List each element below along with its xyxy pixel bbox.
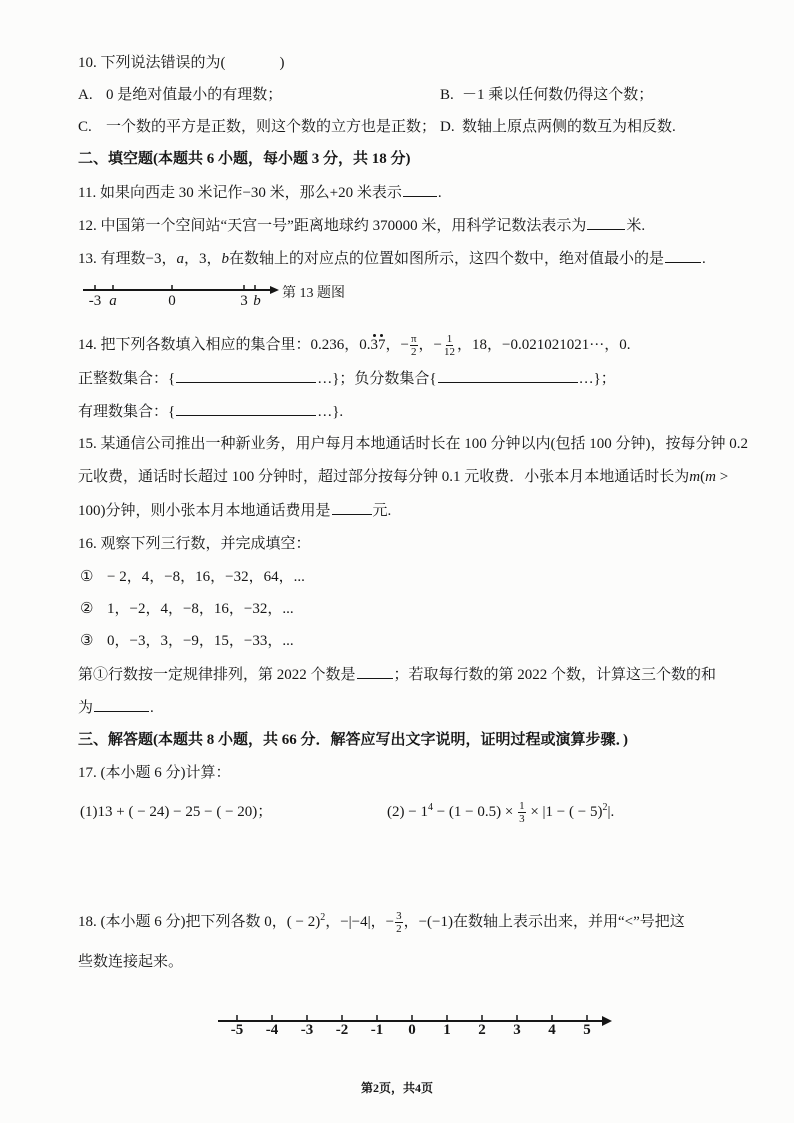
q13-text-1: 13. 有理数−3， [78,251,177,267]
row-marker: ③ [80,633,94,649]
fraction-numerator: 3 [396,910,402,922]
q14-repeating-decimal [359,337,385,353]
q13 [78,248,706,269]
set-rational-label: 有理数集合：{ [78,404,176,420]
set-positive-integer-close: …}； [317,371,355,387]
q16-prompt-end [78,697,154,718]
q12-text: 12. 中国第一个空间站“天宫一号”距离地球约 370000 米，用科学记数法表示为 [78,218,587,234]
q15-var-m: m [705,469,716,485]
q17-fraction-1-over-3 [518,800,526,825]
section-answer-heading: 三、解答题(本题共 8 小题，共 66 分．解答应写出文字说明，证明过程或演算步骤．) [78,732,628,748]
q13-var-b: b [221,251,229,267]
q16-row-2 [80,599,294,619]
q18-axis-label: -2 [335,1022,349,1038]
q13-label-three: 3 [240,293,248,309]
fraction-denominator: 12 [444,346,456,358]
q14-fraction-1-over-12 [443,333,456,358]
page-footer: 第2页，共4页 [360,1081,433,1095]
q15-line-2-text: 元收费，通话时长超过 100 分钟时，超过部分按每分钟 0.1 元收费．小张本月本地通话时长为 [78,469,690,485]
q10-option-d-text: 数轴上原点两侧的数互为相反数. [462,119,676,135]
q15-answer-blank [332,500,372,515]
q10-option-c-text: 一个数的平方是正数，则这个数的立方也是正数； [106,119,437,135]
q18-text-3: ，−(−1)在数轴上表示出来，并用“<”号把这 [403,913,685,930]
q18-axis-label: 2 [478,1022,486,1038]
q10-option-d [440,117,676,137]
q16-answer-blank-2 [94,697,149,712]
set-positive-integer-blank [176,368,316,383]
q13-figure-caption: 第 13 题图 [282,286,345,301]
q11-answer-blank [403,182,437,197]
q18-axis-label: 1 [443,1022,451,1038]
q18-line-1 [78,910,685,935]
q13-axis-arrow [270,286,279,294]
row-values: 0，−3，3，−9，15，−33，... [107,633,294,649]
q15-var-m: m [689,469,701,485]
q13-text-3: 在数轴上的对应点的位置如图所示，这四个数中，绝对值最小的是 [228,251,664,267]
q10-stem [78,53,285,73]
q14 [78,333,630,358]
q13-label-neg3: -3 [88,293,102,309]
q13-label-b: b [253,293,261,309]
q17-expr-2: − (1 − 0.5) × [432,803,518,820]
q16-prompt [78,664,716,685]
fraction-denominator: 2 [396,923,402,935]
q17-stem: 17. (本小题 6 分)计算： [78,765,231,781]
q12 [78,215,645,236]
q18-axis-label: -4 [265,1022,279,1038]
repeating-digit: 7 [378,336,386,353]
q10-option-c-label: C. [78,119,92,135]
set-negative-fraction-close: …}； [578,371,616,387]
q13-var-a: a [176,251,184,267]
row-values: 1，−2，4，−8，16，−32，... [107,601,294,617]
q14-sets-row-1 [78,368,616,389]
q18-axis-label: -5 [230,1022,244,1038]
set-positive-integer-label: 正整数集合：{ [78,371,176,387]
q18-text-2: ，−|−4|，− [325,913,395,930]
q10-option-a-label: A. [78,87,93,103]
q18-axis-label: -1 [370,1022,384,1038]
q15-gt: > [715,469,729,485]
q18-fraction-3-over-2 [395,910,403,935]
row-marker: ① [80,569,94,585]
q10-option-d-label: D. [440,119,455,135]
q13-text-2: ，3， [183,251,222,267]
q16-answer-blank-1 [357,664,393,679]
q13-answer-blank [665,248,701,263]
q13-label-a: a [109,293,117,309]
q10-option-b-text: －1 乘以任何数仍得这个数； [462,87,654,103]
q18-text-1: 18. (本小题 6 分)把下列各数 0，( − 2) [78,913,321,930]
q17-part-1: (1)13 + ( − 24) − 25 − ( − 20)； [80,804,273,820]
q17-part-2 [387,800,614,825]
q16-end: . [150,700,154,716]
q15-line-1: 15. 某通信公司推出一种新业务，用户每月本地通话时长在 100 分钟以内(包括 100 分钟)，按每分钟 0.2 [78,436,748,452]
q10-option-b-label: B. [440,87,454,103]
q18-number-line-figure [215,1004,615,1042]
q17-exponent-1: 4 [427,801,433,813]
q13-number-line-figure [80,276,360,312]
q14-sep-2: ，− [418,336,443,353]
q15-paren: ( [700,469,706,485]
fraction-numerator: π [410,333,417,345]
q13-label-zero: 0 [168,293,176,309]
q18-axis-label: 3 [513,1022,521,1038]
q16-prompt-2: ；若取每行数的第 2022 个数，计算这三个数的和 [393,667,717,683]
fraction-numerator: 1 [519,800,525,812]
q12-end: 米. [626,218,646,234]
q16-row-3 [80,631,294,651]
q10-option-b [440,85,653,105]
q18-axis-label: -3 [300,1022,314,1038]
q11-end: . [437,185,442,201]
q18-axis-label: 5 [583,1022,591,1038]
q18-axis-label: 4 [548,1022,556,1038]
q15-line-3-text: 100)分钟，则小张本月本地通话费用是 [78,503,331,519]
q18-exponent: 2 [320,911,326,923]
row-values: − 2，4，−8，16，−32，64，... [107,569,305,585]
row-marker: ② [80,601,94,617]
q10-stem-text: 10. 下列说法错误的为( [78,55,226,71]
q14-text-2: ，18，−0.021021021···，0. [457,336,631,353]
q18-axis-arrow [602,1016,612,1026]
section-fill-heading: 二、填空题(本题共 6 小题，每小题 3 分，共 18 分) [78,151,411,167]
set-rational-close: …}. [317,404,344,420]
fraction-denominator: 3 [519,813,525,825]
q15-end: 元. [372,503,392,519]
q11 [78,182,442,203]
set-rational-blank [176,401,316,416]
q16-stem: 16. 观察下列三行数，并完成填空： [78,536,311,552]
q17-expr-4: |. [607,803,615,820]
repeating-decimal-lead: 0. [359,336,371,353]
q14-sets-row-2 [78,401,343,422]
q16-prompt-1: 第①行数按一定规律排列，第 2022 个数是 [78,667,356,683]
q17-expr-3: × |1 − ( − 5) [526,803,603,820]
q17-exponent-2: 2 [602,801,608,813]
repeating-digit: 3 [370,336,379,353]
q16-row-1 [80,567,305,587]
q10-stem-close: ) [279,55,285,71]
set-negative-fraction-label: 负分数集合{ [354,371,437,387]
q15-line-3 [78,500,391,521]
q10-option-c [78,117,436,137]
fraction-denominator: 2 [411,346,417,358]
q14-sep-1: ，− [385,336,409,353]
q17-expr-1: − 1 [404,803,428,820]
q11-text: 11. 如果向西走 30 米记作−30 米，那么+20 米表示 [78,185,402,201]
q18-axis-label: 0 [408,1022,416,1038]
q14-text-1: 14. 把下列各数填入相应的集合里：0.236， [78,336,360,353]
fraction-numerator: 1 [446,333,453,345]
set-negative-fraction-blank [438,368,578,383]
q17-part-2-label: (2) [387,803,405,820]
q15-line-2 [78,467,728,487]
q14-fraction-pi-over-2 [410,333,418,358]
q12-answer-blank [587,215,625,230]
q16-prompt-3: 为 [78,700,94,716]
q10-option-a-text: 0 是绝对值最小的有理数； [106,87,283,103]
q10-option-a [78,85,282,105]
q13-end: . [702,251,706,267]
q18-line-2: 些数连接起来。 [78,954,184,970]
